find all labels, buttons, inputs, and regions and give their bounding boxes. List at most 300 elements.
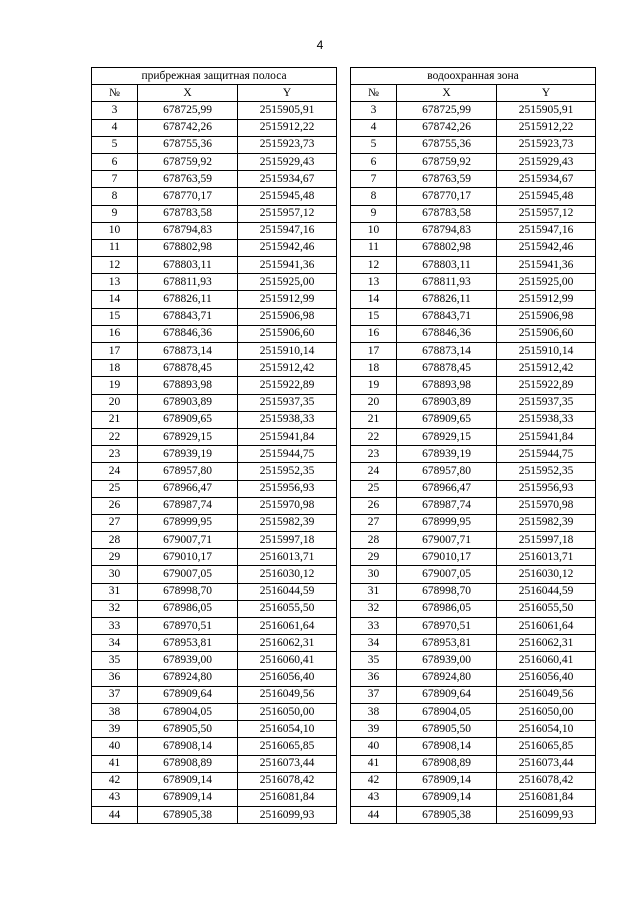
right-x-coordinate-cell: 678909,14 xyxy=(397,789,497,806)
right-x-coordinate-cell: 678794,83 xyxy=(397,222,497,239)
table-row xyxy=(92,618,596,635)
table-row xyxy=(92,652,596,669)
right-y-coordinate-cell: 2515910,14 xyxy=(497,343,596,360)
right-y-coordinate-cell: 2516049,56 xyxy=(497,686,596,703)
table-gap xyxy=(337,308,351,325)
left-y-coordinate-cell: 2516061,64 xyxy=(238,618,337,635)
table-gap xyxy=(337,171,351,188)
right-y-coordinate-cell: 2515937,35 xyxy=(497,394,596,411)
table-gap xyxy=(337,377,351,394)
left-y-coordinate-cell: 2515982,39 xyxy=(238,514,337,531)
right-point-number-cell: 6 xyxy=(351,153,397,170)
left-point-number-cell: 19 xyxy=(92,377,138,394)
right-y-coordinate-cell: 2515970,98 xyxy=(497,497,596,514)
right-y-coordinate-cell: 2515922,89 xyxy=(497,377,596,394)
left-x-coordinate-cell: 678742,26 xyxy=(138,119,238,136)
table-row xyxy=(92,772,596,789)
left-y-coordinate-cell: 2516030,12 xyxy=(238,566,337,583)
left-y-coordinate-cell: 2515922,89 xyxy=(238,377,337,394)
table-gap xyxy=(337,618,351,635)
right-point-number-cell: 30 xyxy=(351,566,397,583)
right-header-y: Y xyxy=(497,85,596,102)
left-point-number-cell: 40 xyxy=(92,738,138,755)
table-row xyxy=(92,394,596,411)
right-y-coordinate-cell: 2516078,42 xyxy=(497,772,596,789)
left-y-coordinate-cell: 2515957,12 xyxy=(238,205,337,222)
right-x-coordinate-cell: 679007,71 xyxy=(397,532,497,549)
left-point-number-cell: 41 xyxy=(92,755,138,772)
right-header-x: X xyxy=(397,85,497,102)
table-row xyxy=(92,549,596,566)
table-gap xyxy=(337,85,351,102)
page-number: 4 xyxy=(316,38,324,52)
table-row xyxy=(92,497,596,514)
left-x-coordinate-cell: 678908,89 xyxy=(138,755,238,772)
coordinates-table xyxy=(91,67,596,824)
table-gap xyxy=(337,514,351,531)
right-x-coordinate-cell: 678742,26 xyxy=(397,119,497,136)
right-x-coordinate-cell: 678811,93 xyxy=(397,274,497,291)
table-row xyxy=(92,377,596,394)
table-gap xyxy=(337,463,351,480)
table-gap xyxy=(337,480,351,497)
left-point-number-cell: 16 xyxy=(92,325,138,342)
table-row xyxy=(92,205,596,222)
right-point-number-cell: 23 xyxy=(351,446,397,463)
left-point-number-cell: 24 xyxy=(92,463,138,480)
left-x-coordinate-cell: 678970,51 xyxy=(138,618,238,635)
left-x-coordinate-cell: 678878,45 xyxy=(138,360,238,377)
left-x-coordinate-cell: 678999,95 xyxy=(138,514,238,531)
left-x-coordinate-cell: 678802,98 xyxy=(138,239,238,256)
right-y-coordinate-cell: 2515929,43 xyxy=(497,153,596,170)
left-x-coordinate-cell: 678811,93 xyxy=(138,274,238,291)
right-y-coordinate-cell: 2516044,59 xyxy=(497,583,596,600)
table-gap xyxy=(337,239,351,256)
table-gap xyxy=(337,291,351,308)
table-row xyxy=(92,686,596,703)
table-row xyxy=(92,755,596,772)
table-row xyxy=(92,446,596,463)
right-x-coordinate-cell: 678873,14 xyxy=(397,343,497,360)
right-y-coordinate-cell: 2516062,31 xyxy=(497,635,596,652)
right-y-coordinate-cell: 2516061,64 xyxy=(497,618,596,635)
table-gap xyxy=(337,497,351,514)
left-y-coordinate-cell: 2515912,22 xyxy=(238,119,337,136)
right-point-number-cell: 33 xyxy=(351,618,397,635)
left-point-number-cell: 13 xyxy=(92,274,138,291)
right-x-coordinate-cell: 678770,17 xyxy=(397,188,497,205)
right-point-number-cell: 26 xyxy=(351,497,397,514)
table-row xyxy=(92,119,596,136)
table-gap xyxy=(337,721,351,738)
table-row xyxy=(92,463,596,480)
table-gap xyxy=(337,583,351,600)
right-point-number-cell: 8 xyxy=(351,188,397,205)
table-gap xyxy=(337,343,351,360)
left-y-coordinate-cell: 2516044,59 xyxy=(238,583,337,600)
right-point-number-cell: 24 xyxy=(351,463,397,480)
left-point-number-cell: 26 xyxy=(92,497,138,514)
left-header-y: Y xyxy=(238,85,337,102)
right-x-coordinate-cell: 678893,98 xyxy=(397,377,497,394)
right-x-coordinate-cell: 678966,47 xyxy=(397,480,497,497)
right-y-coordinate-cell: 2516054,10 xyxy=(497,721,596,738)
left-header-number: № xyxy=(92,85,138,102)
left-point-number-cell: 10 xyxy=(92,222,138,239)
right-point-number-cell: 4 xyxy=(351,119,397,136)
right-y-coordinate-cell: 2515905,91 xyxy=(497,102,596,119)
right-x-coordinate-cell: 678986,05 xyxy=(397,600,497,617)
left-x-coordinate-cell: 678966,47 xyxy=(138,480,238,497)
left-x-coordinate-cell: 678909,64 xyxy=(138,686,238,703)
right-point-number-cell: 20 xyxy=(351,394,397,411)
left-x-coordinate-cell: 678909,14 xyxy=(138,789,238,806)
left-x-coordinate-cell: 678846,36 xyxy=(138,325,238,342)
right-y-coordinate-cell: 2515941,84 xyxy=(497,428,596,445)
right-point-number-cell: 39 xyxy=(351,721,397,738)
right-point-number-cell: 11 xyxy=(351,239,397,256)
table-row xyxy=(92,171,596,188)
right-point-number-cell: 31 xyxy=(351,583,397,600)
right-y-coordinate-cell: 2516081,84 xyxy=(497,789,596,806)
right-point-number-cell: 34 xyxy=(351,635,397,652)
table-row xyxy=(92,188,596,205)
left-y-coordinate-cell: 2515941,84 xyxy=(238,428,337,445)
right-y-coordinate-cell: 2515956,93 xyxy=(497,480,596,497)
right-x-coordinate-cell: 678939,00 xyxy=(397,652,497,669)
table-gap xyxy=(337,360,351,377)
right-point-number-cell: 41 xyxy=(351,755,397,772)
left-y-coordinate-cell: 2515970,98 xyxy=(238,497,337,514)
right-point-number-cell: 13 xyxy=(351,274,397,291)
table-gap xyxy=(337,153,351,170)
left-point-number-cell: 20 xyxy=(92,394,138,411)
right-point-number-cell: 17 xyxy=(351,343,397,360)
right-y-coordinate-cell: 2515912,99 xyxy=(497,291,596,308)
left-y-coordinate-cell: 2516099,93 xyxy=(238,807,337,824)
table-row xyxy=(92,360,596,377)
left-x-coordinate-cell: 678905,50 xyxy=(138,721,238,738)
table-title-row xyxy=(92,68,596,85)
table-gap xyxy=(337,68,351,85)
right-x-coordinate-cell: 678759,92 xyxy=(397,153,497,170)
left-x-coordinate-cell: 679007,71 xyxy=(138,532,238,549)
right-x-coordinate-cell: 678905,38 xyxy=(397,807,497,824)
table-row xyxy=(92,153,596,170)
right-y-coordinate-cell: 2516055,50 xyxy=(497,600,596,617)
left-x-coordinate-cell: 678873,14 xyxy=(138,343,238,360)
right-y-coordinate-cell: 2516060,41 xyxy=(497,652,596,669)
left-x-coordinate-cell: 678803,11 xyxy=(138,257,238,274)
table-row xyxy=(92,635,596,652)
left-y-coordinate-cell: 2515944,75 xyxy=(238,446,337,463)
left-point-number-cell: 12 xyxy=(92,257,138,274)
left-y-coordinate-cell: 2515929,43 xyxy=(238,153,337,170)
left-point-number-cell: 31 xyxy=(92,583,138,600)
table-gap xyxy=(337,807,351,824)
table-row xyxy=(92,291,596,308)
left-point-number-cell: 44 xyxy=(92,807,138,824)
right-y-coordinate-cell: 2515925,00 xyxy=(497,274,596,291)
left-y-coordinate-cell: 2515942,46 xyxy=(238,239,337,256)
left-y-coordinate-cell: 2515947,16 xyxy=(238,222,337,239)
left-x-coordinate-cell: 678783,58 xyxy=(138,205,238,222)
right-y-coordinate-cell: 2516013,71 xyxy=(497,549,596,566)
table-gap xyxy=(337,325,351,342)
table-row xyxy=(92,532,596,549)
left-y-coordinate-cell: 2516081,84 xyxy=(238,789,337,806)
right-point-number-cell: 7 xyxy=(351,171,397,188)
left-y-coordinate-cell: 2516056,40 xyxy=(238,669,337,686)
right-x-coordinate-cell: 678878,45 xyxy=(397,360,497,377)
right-y-coordinate-cell: 2516073,44 xyxy=(497,755,596,772)
table-gap xyxy=(337,669,351,686)
left-y-coordinate-cell: 2515937,35 xyxy=(238,394,337,411)
table-gap xyxy=(337,274,351,291)
left-y-coordinate-cell: 2515906,60 xyxy=(238,325,337,342)
left-y-coordinate-cell: 2515910,14 xyxy=(238,343,337,360)
right-x-coordinate-cell: 678999,95 xyxy=(397,514,497,531)
left-x-coordinate-cell: 678987,74 xyxy=(138,497,238,514)
table-row xyxy=(92,428,596,445)
left-point-number-cell: 30 xyxy=(92,566,138,583)
right-point-number-cell: 38 xyxy=(351,703,397,720)
table-gap xyxy=(337,102,351,119)
right-point-number-cell: 32 xyxy=(351,600,397,617)
right-point-number-cell: 22 xyxy=(351,428,397,445)
table-row xyxy=(92,274,596,291)
right-y-coordinate-cell: 2516056,40 xyxy=(497,669,596,686)
left-y-coordinate-cell: 2516049,56 xyxy=(238,686,337,703)
right-x-coordinate-cell: 678843,71 xyxy=(397,308,497,325)
right-x-coordinate-cell: 678763,59 xyxy=(397,171,497,188)
right-x-coordinate-cell: 678908,14 xyxy=(397,738,497,755)
table-row xyxy=(92,222,596,239)
right-point-number-cell: 42 xyxy=(351,772,397,789)
left-point-number-cell: 37 xyxy=(92,686,138,703)
left-y-coordinate-cell: 2515952,35 xyxy=(238,463,337,480)
right-x-coordinate-cell: 678939,19 xyxy=(397,446,497,463)
right-point-number-cell: 15 xyxy=(351,308,397,325)
left-x-coordinate-cell: 678905,38 xyxy=(138,807,238,824)
left-point-number-cell: 36 xyxy=(92,669,138,686)
right-point-number-cell: 18 xyxy=(351,360,397,377)
right-y-coordinate-cell: 2515952,35 xyxy=(497,463,596,480)
table-gap xyxy=(337,703,351,720)
right-point-number-cell: 10 xyxy=(351,222,397,239)
right-point-number-cell: 19 xyxy=(351,377,397,394)
right-y-coordinate-cell: 2515941,36 xyxy=(497,257,596,274)
right-point-number-cell: 35 xyxy=(351,652,397,669)
table-row xyxy=(92,102,596,119)
right-y-coordinate-cell: 2515945,48 xyxy=(497,188,596,205)
right-y-coordinate-cell: 2515982,39 xyxy=(497,514,596,531)
table-row xyxy=(92,257,596,274)
left-y-coordinate-cell: 2515912,42 xyxy=(238,360,337,377)
left-point-number-cell: 42 xyxy=(92,772,138,789)
right-x-coordinate-cell: 678987,74 xyxy=(397,497,497,514)
right-y-coordinate-cell: 2515906,98 xyxy=(497,308,596,325)
table-gap xyxy=(337,772,351,789)
left-x-coordinate-cell: 678908,14 xyxy=(138,738,238,755)
left-x-coordinate-cell: 678957,80 xyxy=(138,463,238,480)
left-x-coordinate-cell: 678794,83 xyxy=(138,222,238,239)
right-point-number-cell: 27 xyxy=(351,514,397,531)
right-y-coordinate-cell: 2515906,60 xyxy=(497,325,596,342)
left-x-coordinate-cell: 678929,15 xyxy=(138,428,238,445)
left-x-coordinate-cell: 678909,14 xyxy=(138,772,238,789)
table-row xyxy=(92,411,596,428)
left-x-coordinate-cell: 678893,98 xyxy=(138,377,238,394)
left-point-number-cell: 33 xyxy=(92,618,138,635)
right-x-coordinate-cell: 678929,15 xyxy=(397,428,497,445)
right-y-coordinate-cell: 2515923,73 xyxy=(497,136,596,153)
table-row xyxy=(92,239,596,256)
right-y-coordinate-cell: 2515938,33 xyxy=(497,411,596,428)
right-y-coordinate-cell: 2516065,85 xyxy=(497,738,596,755)
left-point-number-cell: 39 xyxy=(92,721,138,738)
table-row xyxy=(92,721,596,738)
right-y-coordinate-cell: 2515912,42 xyxy=(497,360,596,377)
right-point-number-cell: 5 xyxy=(351,136,397,153)
right-point-number-cell: 9 xyxy=(351,205,397,222)
left-point-number-cell: 4 xyxy=(92,119,138,136)
left-table-title: прибрежная защитная полоса xyxy=(92,68,337,85)
table-row xyxy=(92,343,596,360)
right-x-coordinate-cell: 679010,17 xyxy=(397,549,497,566)
left-y-coordinate-cell: 2516078,42 xyxy=(238,772,337,789)
left-y-coordinate-cell: 2515905,91 xyxy=(238,102,337,119)
right-point-number-cell: 28 xyxy=(351,532,397,549)
left-x-coordinate-cell: 678725,99 xyxy=(138,102,238,119)
table-row xyxy=(92,514,596,531)
table-gap xyxy=(337,738,351,755)
left-x-coordinate-cell: 678904,05 xyxy=(138,703,238,720)
right-y-coordinate-cell: 2515947,16 xyxy=(497,222,596,239)
table-gap xyxy=(337,789,351,806)
left-y-coordinate-cell: 2515925,00 xyxy=(238,274,337,291)
left-x-coordinate-cell: 678903,89 xyxy=(138,394,238,411)
left-y-coordinate-cell: 2515906,98 xyxy=(238,308,337,325)
left-y-coordinate-cell: 2516060,41 xyxy=(238,652,337,669)
left-point-number-cell: 14 xyxy=(92,291,138,308)
left-x-coordinate-cell: 678939,19 xyxy=(138,446,238,463)
left-x-coordinate-cell: 678939,00 xyxy=(138,652,238,669)
table-header-row xyxy=(92,85,596,102)
right-x-coordinate-cell: 678725,99 xyxy=(397,102,497,119)
right-x-coordinate-cell: 678755,36 xyxy=(397,136,497,153)
right-x-coordinate-cell: 678909,65 xyxy=(397,411,497,428)
left-y-coordinate-cell: 2515945,48 xyxy=(238,188,337,205)
right-x-coordinate-cell: 678826,11 xyxy=(397,291,497,308)
table-row xyxy=(92,308,596,325)
left-point-number-cell: 9 xyxy=(92,205,138,222)
right-x-coordinate-cell: 678802,98 xyxy=(397,239,497,256)
left-point-number-cell: 5 xyxy=(92,136,138,153)
left-point-number-cell: 34 xyxy=(92,635,138,652)
left-point-number-cell: 15 xyxy=(92,308,138,325)
right-y-coordinate-cell: 2515997,18 xyxy=(497,532,596,549)
table-gap xyxy=(337,686,351,703)
left-x-coordinate-cell: 678763,59 xyxy=(138,171,238,188)
right-x-coordinate-cell: 678905,50 xyxy=(397,721,497,738)
right-x-coordinate-cell: 678783,58 xyxy=(397,205,497,222)
left-y-coordinate-cell: 2516013,71 xyxy=(238,549,337,566)
table-gap xyxy=(337,532,351,549)
right-x-coordinate-cell: 678953,81 xyxy=(397,635,497,652)
table-row xyxy=(92,669,596,686)
left-header-x: X xyxy=(138,85,238,102)
right-y-coordinate-cell: 2515957,12 xyxy=(497,205,596,222)
right-point-number-cell: 43 xyxy=(351,789,397,806)
table-row xyxy=(92,566,596,583)
right-table-title: водоохранная зона xyxy=(351,68,596,85)
left-point-number-cell: 18 xyxy=(92,360,138,377)
left-point-number-cell: 23 xyxy=(92,446,138,463)
right-point-number-cell: 29 xyxy=(351,549,397,566)
left-x-coordinate-cell: 678924,80 xyxy=(138,669,238,686)
table-row xyxy=(92,600,596,617)
right-y-coordinate-cell: 2516050,00 xyxy=(497,703,596,720)
right-point-number-cell: 37 xyxy=(351,686,397,703)
right-point-number-cell: 12 xyxy=(351,257,397,274)
left-point-number-cell: 3 xyxy=(92,102,138,119)
left-point-number-cell: 29 xyxy=(92,549,138,566)
left-point-number-cell: 7 xyxy=(92,171,138,188)
right-x-coordinate-cell: 678909,14 xyxy=(397,772,497,789)
right-point-number-cell: 25 xyxy=(351,480,397,497)
right-x-coordinate-cell: 678904,05 xyxy=(397,703,497,720)
table-gap xyxy=(337,600,351,617)
left-y-coordinate-cell: 2515923,73 xyxy=(238,136,337,153)
left-y-coordinate-cell: 2516050,00 xyxy=(238,703,337,720)
right-x-coordinate-cell: 678909,64 xyxy=(397,686,497,703)
left-point-number-cell: 11 xyxy=(92,239,138,256)
right-y-coordinate-cell: 2515942,46 xyxy=(497,239,596,256)
left-y-coordinate-cell: 2516054,10 xyxy=(238,721,337,738)
table-gap xyxy=(337,222,351,239)
table-gap xyxy=(337,635,351,652)
left-point-number-cell: 35 xyxy=(92,652,138,669)
left-point-number-cell: 6 xyxy=(92,153,138,170)
right-point-number-cell: 16 xyxy=(351,325,397,342)
left-point-number-cell: 28 xyxy=(92,532,138,549)
right-point-number-cell: 3 xyxy=(351,102,397,119)
table-row xyxy=(92,789,596,806)
right-x-coordinate-cell: 678957,80 xyxy=(397,463,497,480)
left-y-coordinate-cell: 2515997,18 xyxy=(238,532,337,549)
right-x-coordinate-cell: 678924,80 xyxy=(397,669,497,686)
right-y-coordinate-cell: 2515944,75 xyxy=(497,446,596,463)
left-x-coordinate-cell: 678998,70 xyxy=(138,583,238,600)
left-point-number-cell: 27 xyxy=(92,514,138,531)
right-x-coordinate-cell: 678903,89 xyxy=(397,394,497,411)
left-x-coordinate-cell: 678826,11 xyxy=(138,291,238,308)
table-row xyxy=(92,325,596,342)
left-point-number-cell: 8 xyxy=(92,188,138,205)
table-gap xyxy=(337,188,351,205)
right-x-coordinate-cell: 678998,70 xyxy=(397,583,497,600)
right-x-coordinate-cell: 678846,36 xyxy=(397,325,497,342)
left-point-number-cell: 21 xyxy=(92,411,138,428)
left-point-number-cell: 38 xyxy=(92,703,138,720)
left-y-coordinate-cell: 2515956,93 xyxy=(238,480,337,497)
right-header-number: № xyxy=(351,85,397,102)
left-x-coordinate-cell: 678986,05 xyxy=(138,600,238,617)
table-gap xyxy=(337,257,351,274)
table-gap xyxy=(337,566,351,583)
